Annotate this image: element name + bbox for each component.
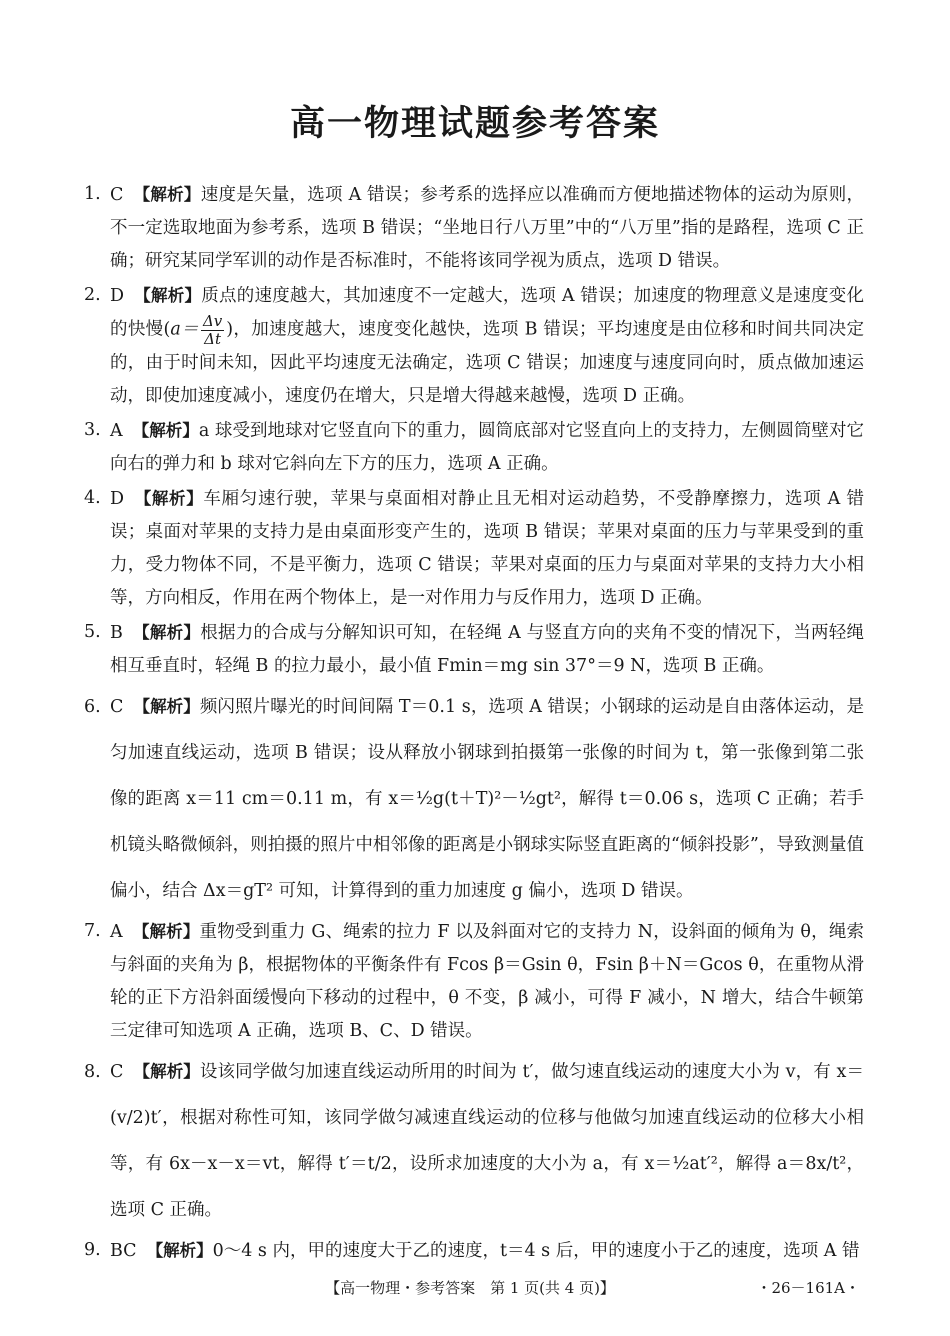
item-answer: A [110,421,123,441]
footer-code: ・26－161A・ [756,1279,860,1297]
formula-lhs: a＝ [170,319,199,340]
footer-page-info: 【高一物理・参考答案 第 1 页(共 4 页)】 [325,1279,615,1297]
item-number: 5. [84,622,101,642]
item-number: 7. [84,921,101,941]
answer-item-7 [84,915,864,1048]
item-number: 2. [84,285,101,305]
analysis-tag: 【解析】 [134,489,204,508]
fraction [201,313,224,347]
item-text: 设该同学做匀加速直线运动所用的时间为 t′，做匀速直线运动的速度大小为 v，有 x＝(v/2)t′，根据对称性可知，该同学做匀减速直线运动的位移与他做匀加速直线运动的位移大小相等，有 6x－x－x＝vt，解得 t′＝t/2，设所求加速度的大小为 a，有 x＝½at′²，解得 a＝8x/t²，选项 C 正确。 [110,1062,865,1220]
item-answer: D [110,286,125,306]
answer-item-1 [84,178,864,278]
analysis-tag: 【解析】 [132,421,199,440]
item-text: 质点的速度越大，其加速度不一定越大，选项 A 错误；加速度的物理意义是速度变化的快慢( [110,286,864,340]
item-text: 根据力的合成与分解知识可知，在轻绳 A 与竖直方向的夹角不变的情况下，当两轻绳相互垂直时，轻绳 B 的拉力最小，最小值 Fmin＝mg sin 37°＝9 N，选项 B 正确。 [110,623,865,676]
item-number: 9. [84,1240,101,1260]
answer-item-8 [84,1049,864,1233]
item-number: 6. [84,697,101,717]
answer-list [84,178,864,1269]
answer-item-9 [84,1234,864,1268]
item-answer: A [110,922,123,942]
fraction-numerator: Δv [202,312,223,330]
item-text: 频闪照片曝光的时间间隔 T＝0.1 s，选项 A 错误；小钢球的运动是自由落体运动，是匀加速直线运动，选项 B 错误；设从释放小钢球到拍摄第一张像的时间为 t，第一张像到第二张像的距离 x＝11 cm＝0.11 m，有 x＝½g(t＋T)²－½gt²，解得 t＝0.06 s，选项 C 正确；若手机镜头略微倾斜，则拍摄的照片中相邻像的距离是小钢球实际竖直距离的“倾斜投影”，导致测量值偏小，结合 Δx＝gT² 可知，计算得到的重力加速度 g 偏小，选项 D 错误。 [110,697,864,901]
item-text: 车厢匀速行驶，苹果与桌面相对静止且无相对运动趋势，不受静摩擦力，选项 A 错误；桌面对苹果的支持力是由桌面形变产生的，选项 B 错误；苹果对桌面的压力与苹果受到的重力，受力物体不同，不是平衡力，选项 C 错误；苹果对桌面的压力与桌面对苹果的支持力大小相等，方向相反，作用在两个物体上，是一对作用力与反作用力，选项 D 正确。 [110,489,865,608]
item-answer: C [110,697,124,717]
analysis-tag: 【解析】 [133,1062,200,1081]
answer-item-4 [84,482,864,615]
item-number: 4. [84,488,101,508]
analysis-tag: 【解析】 [133,185,201,204]
item-answer: C [110,185,124,205]
analysis-tag: 【解析】 [132,623,201,642]
item-number: 1. [84,184,101,204]
item-text: 速度是矢量，选项 A 错误；参考系的选择应以准确而方便地描述物体的运动为原则，不一定选取地面为参考系，选项 B 错误；“坐地日行八万里”中的“八万里”指的是路程，选项 C 正确；研究某同学军训的动作是否标准时，不能将该同学视为质点，选项 D 错误。 [110,185,865,271]
page-title: 高一物理试题参考答案 [289,104,660,144]
analysis-tag: 【解析】 [146,1241,213,1260]
analysis-tag: 【解析】 [133,697,200,716]
item-text: a 球受到地球对它竖直向下的重力，圆筒底部对它竖直向上的支持力，左侧圆筒壁对它向右的弹力和 b 球对它斜向左下方的压力，选项 A 正确。 [110,421,865,474]
item-answer: B [110,623,123,643]
answer-item-5 [84,616,864,683]
answer-item-2 [84,279,864,413]
item-number: 3. [84,420,101,440]
analysis-tag: 【解析】 [132,922,200,941]
item-answer: D [110,489,125,509]
item-text: 0～4 s 内，甲的速度大于乙的速度，t＝4 s 后，甲的速度小于乙的速度，选项 A 错 [212,1241,860,1261]
item-answer: C [110,1062,124,1082]
item-number: 8. [84,1062,101,1082]
item-text-cont: )，加速度越大，速度变化越快，选项 B 错误；平均速度是由位移和时间共同决定的，由于时间未知，因此平均速度无法确定，选项 C 错误；加速度与速度同向时，质点做加速运动，即使加速度减小，速度仍在增大，只是增大得越来越慢，选项 D 正确。 [110,319,865,406]
analysis-tag: 【解析】 [134,286,202,305]
answer-item-3 [84,414,864,481]
item-answer: BC [110,1241,137,1261]
fraction-denominator: Δt [204,329,222,348]
page-footer [0,1277,950,1303]
item-text: 重物受到重力 G、绳索的拉力 F 以及斜面对它的支持力 N，设斜面的倾角为 θ，绳索与斜面的夹角为 β，根据物体的平衡条件有 Fcos β＝Gsin θ，Fsin β＋N＝Gcos θ，在重物从滑轮的正下方沿斜面缓慢向下移动的过程中，θ 不变，β 减小，可得 F 减小，N 增大，结合牛顿第三定律可知选项 A 正确，选项 B、C、D 错误。 [110,922,864,1041]
answer-item-6 [84,684,864,914]
